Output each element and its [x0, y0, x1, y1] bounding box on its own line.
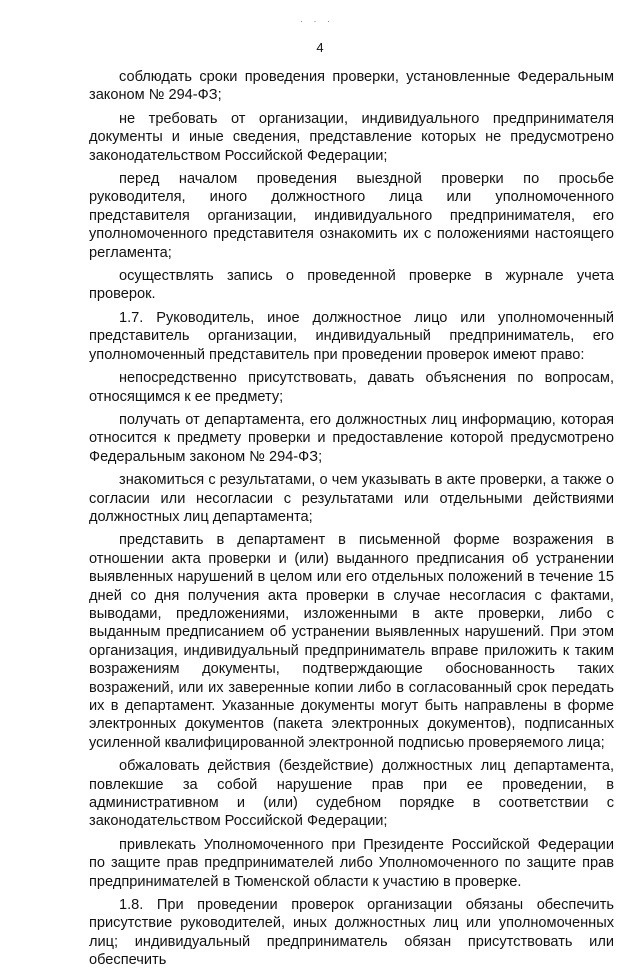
- paragraph: получать от департамента, его должностных лиц информацию, которая относится к предмету проверки и предоставление которой предусмотрено Федеральным законом № 294-ФЗ;: [89, 411, 614, 465]
- page-number: 4: [316, 40, 324, 55]
- paragraph: знакомиться с результатами, о чем указывать в акте проверки, а также о согласии или несогласии с результатами или отдельными действиями должностных лиц департамента;: [89, 472, 614, 525]
- paragraph: осуществлять запись о проведенной проверке в журнале учета проверок.: [89, 268, 614, 303]
- paragraph: привлекать Уполномоченного при Президенте Российской Федерации по защите прав предпринимателей либо Уполномоченного по защите прав предпринимателей в Тюменской области к участию в проверке.: [89, 836, 614, 890]
- scan-marks: · · ·: [300, 16, 334, 26]
- section-1-7-paragraph: 1.7. Руководитель, иное должностное лицо или уполномоченный представитель организации, индивидуальный предприниматель, его уполномоченный представитель при проведении проверок имеют право:: [89, 309, 614, 363]
- paragraph: соблюдать сроки проведения проверки, установленные Федеральным законом № 294-ФЗ;: [89, 69, 614, 104]
- section-1-8-paragraph: 1.8. При проведении проверок организации обязаны обеспечить присутствие руководителей, иных должностных лиц или уполномоченных лиц; индивидуальный предприниматель обязан присутствовать или обеспечить: [89, 897, 614, 969]
- paragraph: обжаловать действия (бездействие) должностных лиц департамента, повлекшие за собой нарушение прав при ее проведении, в административном и (или) судебном порядке в соответствии с законодательством Российской Федерации;: [89, 758, 614, 830]
- paragraph: перед началом проведения выездной проверки по просьбе руководителя, иного должностного лица или уполномоченного представителя организации, индивидуального предпринимателя, его уполномоченного представителя ознакомить их с положениями настоящего регламента;: [89, 171, 614, 261]
- paragraph: не требовать от организации, индивидуального предпринимателя документы и иные сведения, представление которых не предусмотрено законодательством Российской Федерации;: [89, 110, 614, 164]
- paragraph: представить в департамент в письменной форме возражения в отношении акта проверки и (или) выданного предписания об устранении выявленных нарушений в целом или его отдельных положений в течение 15 дней со дня получения акта проверки в случае несогласия с фактами, выводами, предложениями, изложенными в акте проверки, либо с выданным предписанием об устранении выявленных нарушений. При этом организация, индивидуальный предприниматель вправе приложить к таким возражениям документы, подтверждающие обоснованность таких возражений, или их заверенные копии либо в согласованный срок передать их в департамент. Указанные документы могут быть направлены в форме электронных документов (пакета электронных документов), подписанных усиленной квалифицированной электронной подписью проверяемого лица;: [89, 532, 614, 751]
- document-body: [89, 68, 614, 975]
- paragraph: непосредственно присутствовать, давать объяснения по вопросам, относящимся к ее предмету;: [89, 370, 614, 405]
